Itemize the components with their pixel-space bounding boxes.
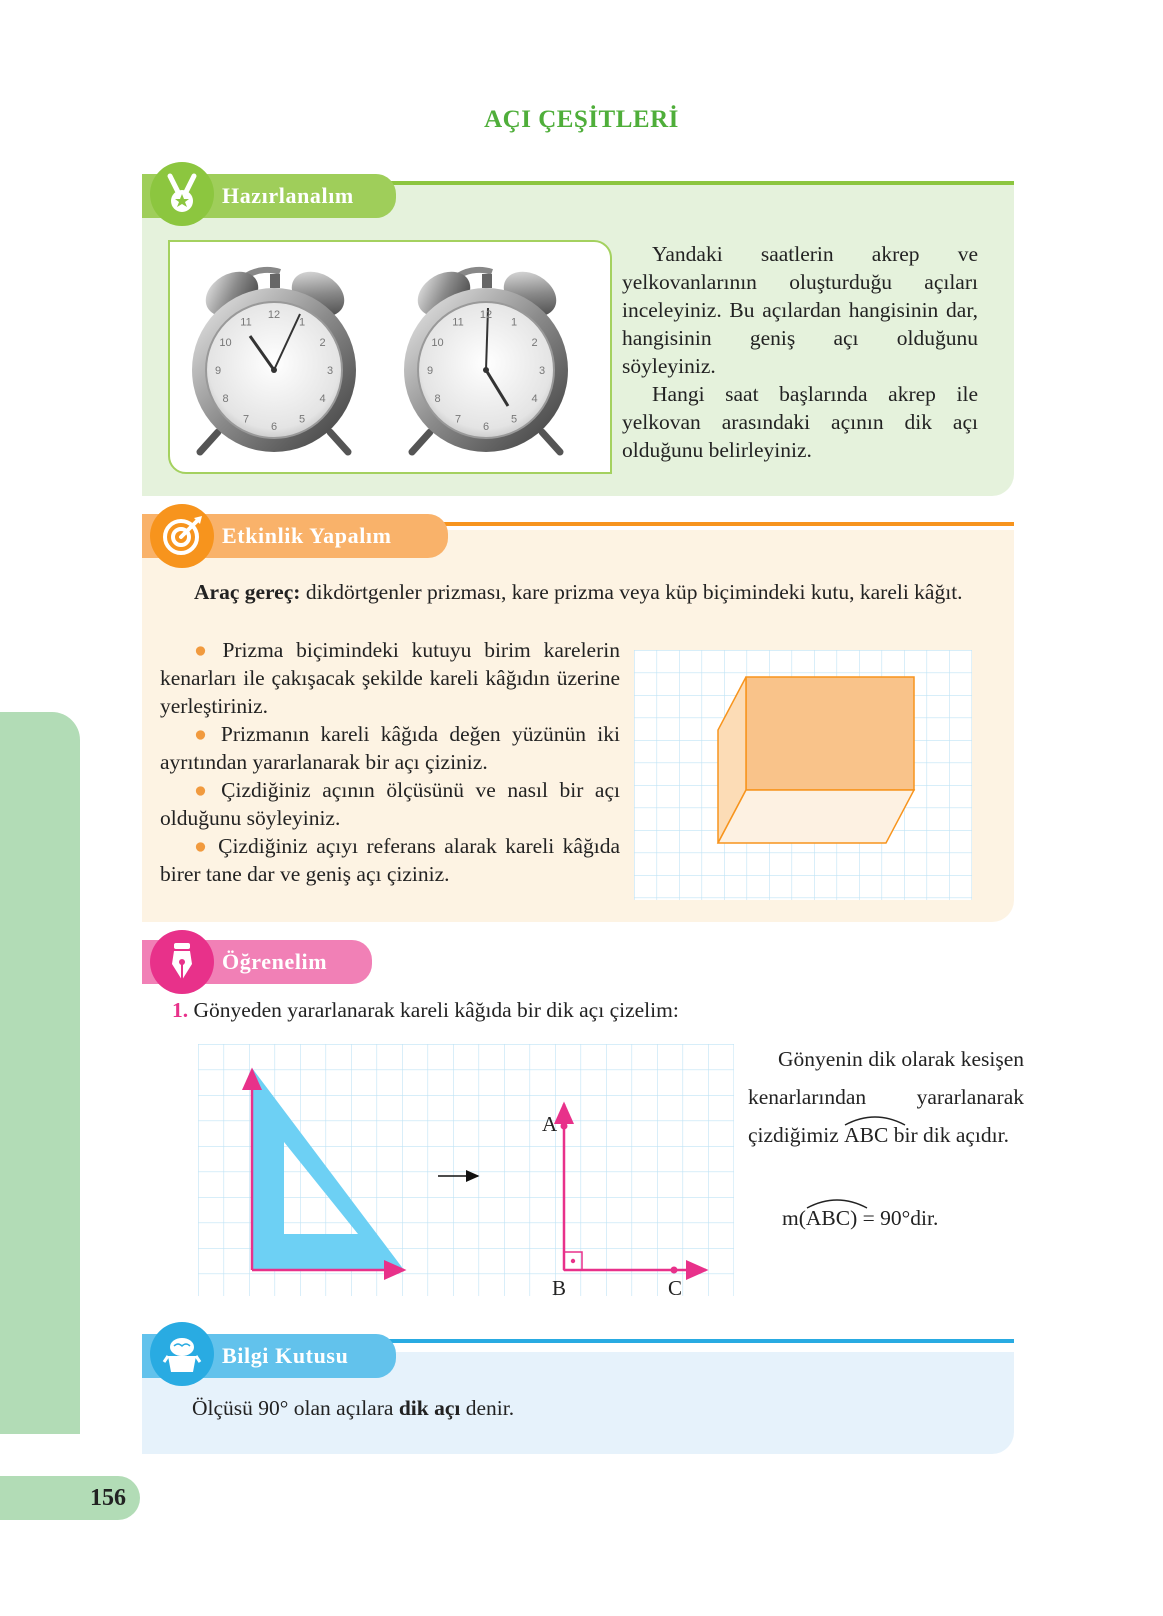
clock-number: 5 [298, 413, 306, 426]
bullet-icon: ● [194, 834, 211, 858]
fountain-pen-icon [150, 930, 214, 994]
side-strip [0, 712, 80, 1434]
label-a: A [542, 1112, 558, 1136]
clock-number: 1 [298, 316, 306, 329]
label-c: C [668, 1276, 683, 1300]
clock-number: 5 [510, 413, 518, 426]
clock-number: 8 [222, 393, 229, 405]
materials-label: Araç gereç: [194, 580, 301, 604]
bullet-icon: ● [194, 778, 214, 802]
clock-number: 3 [538, 365, 546, 377]
clock-number: 12 [267, 309, 281, 321]
list-item: ● Çizdiğiniz açıyı referans alarak kareli kâğıda birer tane dar ve geniş açı çiziniz. [160, 834, 620, 886]
point-c [671, 1267, 678, 1274]
ogrenelim-explanation [748, 1040, 1024, 1154]
label-b: B [552, 1276, 567, 1300]
bilgi-text: Ölçüsü 90° olan açılara dik açı denir. [192, 1396, 515, 1420]
ogrenelim-item [172, 996, 972, 1024]
etkinlik-bullet-list [160, 636, 620, 888]
right-angle-figure [198, 1044, 734, 1296]
clock-number: 4 [531, 393, 538, 405]
angle-measure: m( ABC) = 90°dir. [782, 1204, 1022, 1232]
materials-line [160, 578, 990, 606]
prism-bottom-face [718, 790, 914, 843]
clocks-illustration [170, 242, 610, 472]
measure-angle: ABC [806, 1204, 850, 1232]
angle-arc-icon [842, 1113, 908, 1127]
angle-arc-icon [804, 1196, 870, 1210]
clock-number: 10 [431, 337, 444, 349]
clock-number: 7 [454, 413, 462, 426]
clocks-frame [168, 240, 612, 474]
clock-number: 9 [426, 365, 434, 377]
prism-top-face [746, 677, 914, 790]
medal-icon [150, 162, 214, 226]
clock-number: 12 [479, 309, 493, 321]
brain-box-icon [150, 1322, 214, 1386]
clock-number: 6 [270, 421, 278, 433]
list-item: ● Prizma biçimindeki kutuyu birim karelerin kenarları ile çakışacak şekilde kareli kâğıdın üzerine yerleştiriniz. [160, 638, 620, 718]
clock-number: 1 [510, 316, 518, 329]
prism-on-grid-figure [634, 650, 972, 900]
list-item: ● Çizdiğiniz açının ölçüsünü ve nasıl bir açı olduğunu söyleyiniz. [160, 778, 620, 830]
clock-number: 8 [434, 393, 441, 405]
list-item: ● Prizmanın kareli kâğıda değen yüzünün iki ayrıtından yararlanarak bir açı çiziniz. [160, 722, 620, 774]
clock-number: 4 [319, 393, 326, 405]
item-text: Gönyeden yararlanarak kareli kâğıda bir dik açı çizelim: [193, 998, 679, 1022]
target-icon [150, 504, 214, 568]
page-number: 156 [0, 1476, 140, 1520]
clock-number: 6 [482, 421, 490, 433]
hazirlanalim-paragraph-1: Yandaki saatlerin akrep ve yelkovanlarının oluşturduğu açıları inceleyiniz. Bu açılardan hangisinin dar, hangisinin geniş açı olduğunu söyleyiniz. [622, 242, 978, 378]
item-number: 1. [172, 998, 189, 1022]
clock-number: 2 [319, 337, 326, 349]
point-a [561, 1123, 568, 1130]
materials-text: dikdörtgenler prizması, kare prizma veya küp biçimindeki kutu, kareli kâğıt. [305, 580, 963, 604]
clock-number: 3 [326, 365, 334, 377]
clock-number: 7 [242, 413, 250, 426]
explanation-post: bir dik açıdır. [893, 1123, 1009, 1147]
ogrenelim-label: Öğrenelim [222, 949, 328, 974]
bilgi-label: Bilgi Kutusu [222, 1343, 349, 1368]
bullet-icon: ● [194, 638, 215, 662]
etkinlik-label: Etkinlik Yapalım [222, 523, 392, 548]
clock-number: 2 [531, 337, 538, 349]
explanation-pre: Gönyenin dik olarak kesişen kenarlarından yararlanarak çizdiğimiz [748, 1047, 1024, 1147]
bullet-icon: ● [194, 722, 213, 746]
clock-number: 9 [214, 365, 222, 377]
hazirlanalim-label: Hazırlanalım [222, 183, 354, 208]
page-title: AÇI ÇEŞİTLERİ [484, 106, 679, 133]
angle-abc: ABC [844, 1116, 888, 1154]
clock-number: 10 [219, 337, 232, 349]
clock-number: 11 [240, 316, 252, 329]
clock-number: 11 [452, 316, 464, 329]
hazirlanalim-paragraph-2: Hangi saat başlarında akrep ile yelkovan arasındaki açının dik açı olduğunu belirleyiniz. [622, 382, 978, 462]
